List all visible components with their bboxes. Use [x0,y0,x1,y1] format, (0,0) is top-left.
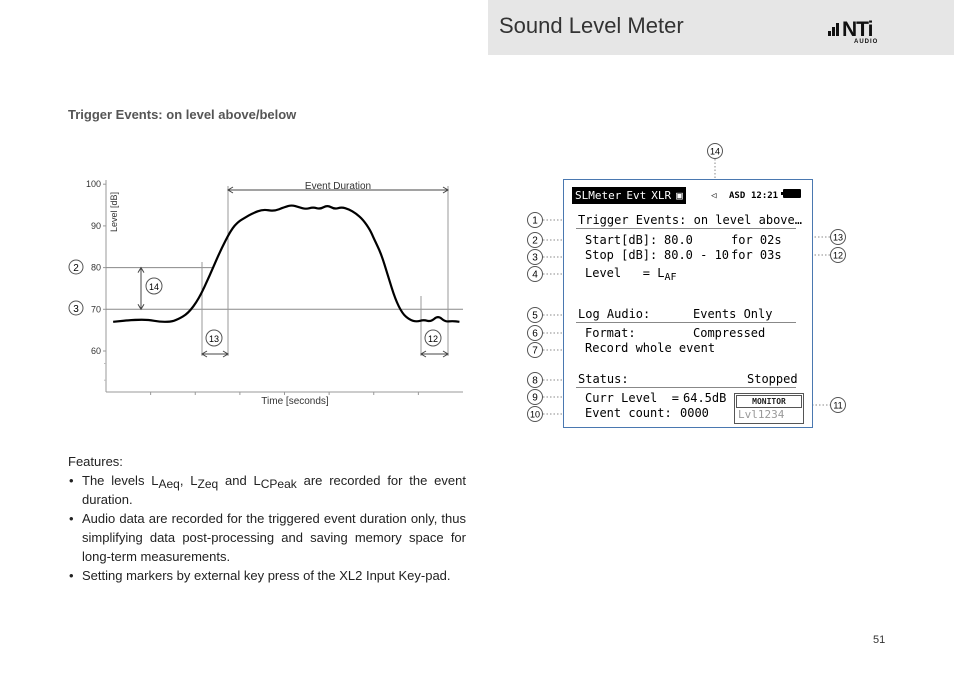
stop-value[interactable]: 80.0 - 10 [664,248,730,262]
device-callout-7 [528,343,543,358]
callout-number: 2 [532,235,538,247]
callout-number: 9 [532,392,538,404]
curr-level-value: 64.5dB [683,391,727,405]
y-axis-label: Level [dB] [109,191,119,232]
logo-text: NTi [842,18,873,41]
callout-number: 4 [532,269,538,281]
logo-subtext: AUDIO [854,39,879,45]
device-callout-10 [528,407,543,422]
xl2-display [563,179,813,428]
event-count-value: 0000 [680,406,709,420]
y-tick-label: 100 [85,179,101,190]
callout-number: 1 [532,215,538,227]
device-callout-4 [528,267,543,282]
format-value[interactable]: Compressed [693,326,766,340]
monitor-box[interactable] [734,393,804,424]
format-label: Format: [585,326,636,340]
device-callout-14 [708,144,723,159]
callout-12 [425,330,441,346]
stop-for[interactable]: for 03s [731,248,782,262]
device-callout-2 [528,233,543,248]
svg-text:14: 14 [148,282,160,292]
callout-number: 14 [709,146,721,157]
tab-evt[interactable]: Evt [623,187,649,204]
event-duration-label: Event Duration [304,181,372,192]
divider [576,322,796,323]
feature-item: • The levels $L_{Aeq}$, $L_{Zeq}$ and $L_{CPeak}$ are recorded for the event duration. [68,471,466,509]
device-callout-13 [831,230,846,245]
level-curve [113,206,459,322]
speaker-icon: ◁ [711,191,717,201]
features-section [68,452,466,585]
callout-number: 10 [529,409,541,420]
x-axis-label: Time [seconds] [261,396,329,407]
callout-number: 13 [832,232,844,243]
log-audio-value[interactable]: Events Only [693,307,773,321]
page-title: Sound Level Meter [499,13,684,38]
features-list [68,471,466,585]
callout-13 [206,330,222,346]
log-audio-label: Log Audio: [578,307,651,321]
callout-number: 7 [532,345,538,357]
monitor-label: MONITOR [736,395,802,408]
svg-text:12: 12 [427,334,439,344]
start-for[interactable]: for 02s [731,233,782,247]
device-callout-11 [831,398,846,413]
callout-14 [146,278,162,294]
svg-text:13: 13 [208,334,220,344]
event-count-label: Event count: [585,406,672,420]
callout-number: 8 [532,375,538,387]
battery-icon [783,189,801,198]
divider [576,228,796,229]
clock: 12:21 [751,191,779,201]
device-callout-6 [528,326,543,341]
callout-number: 5 [532,310,538,322]
device-callout-3 [528,250,543,265]
callout-3 [69,301,83,315]
callout-number: 12 [832,250,844,261]
device-callout-1 [528,213,543,228]
tab-slmeter[interactable]: SLMeter [572,187,624,204]
record-whole-event[interactable]: Record whole event [585,341,716,355]
features-heading: Features: [68,454,123,469]
device-callout-9 [528,390,543,405]
trigger-events-row[interactable]: Trigger Events: on level above… [578,213,802,227]
y-tick-label: 90 [90,220,101,231]
feature-item: • Setting markers by external key press of the XL2 Input Key-pad. [68,566,466,585]
asd-indicator: ASD [729,191,746,201]
callout-number: 11 [833,400,843,411]
page-number: 51 [873,634,886,646]
device-callout-8 [528,373,543,388]
status-label: Status: [578,372,629,386]
stop-label: Stop [dB]: [585,248,658,262]
monitor-levels: Lvl1234 [738,408,785,421]
section-title: Trigger Events: on level above/below [68,107,297,122]
level-label[interactable]: Level = $L_{AF}$ [585,266,677,283]
tab-xlr[interactable]: XLR [648,187,674,204]
status-value: Stopped [747,372,798,386]
start-label: Start[dB]: [585,233,658,247]
callout-number: 6 [532,328,538,340]
device-callout-12 [831,248,846,263]
callout-number: 3 [532,252,538,264]
start-value[interactable]: 80.0 [664,233,693,247]
divider [576,387,796,388]
tab-memory[interactable]: ▣ [673,187,686,204]
display-tabs [572,187,685,202]
curr-level-label: Curr Level = [585,391,679,405]
y-tick-label: 80 [90,262,101,273]
feature-item: • Audio data are recorded for the triggered event duration only, thus simplifying data post-processing and saving memory space for long-term measurements. [68,509,466,566]
svg-text:3: 3 [73,304,79,315]
device-callout-5 [528,308,543,323]
chart-annotations [106,186,463,357]
y-tick-label: 70 [90,304,101,315]
chart-axes [86,179,463,395]
y-tick-label: 60 [90,346,101,356]
callout-2 [69,260,83,274]
svg-text:2: 2 [73,263,79,274]
